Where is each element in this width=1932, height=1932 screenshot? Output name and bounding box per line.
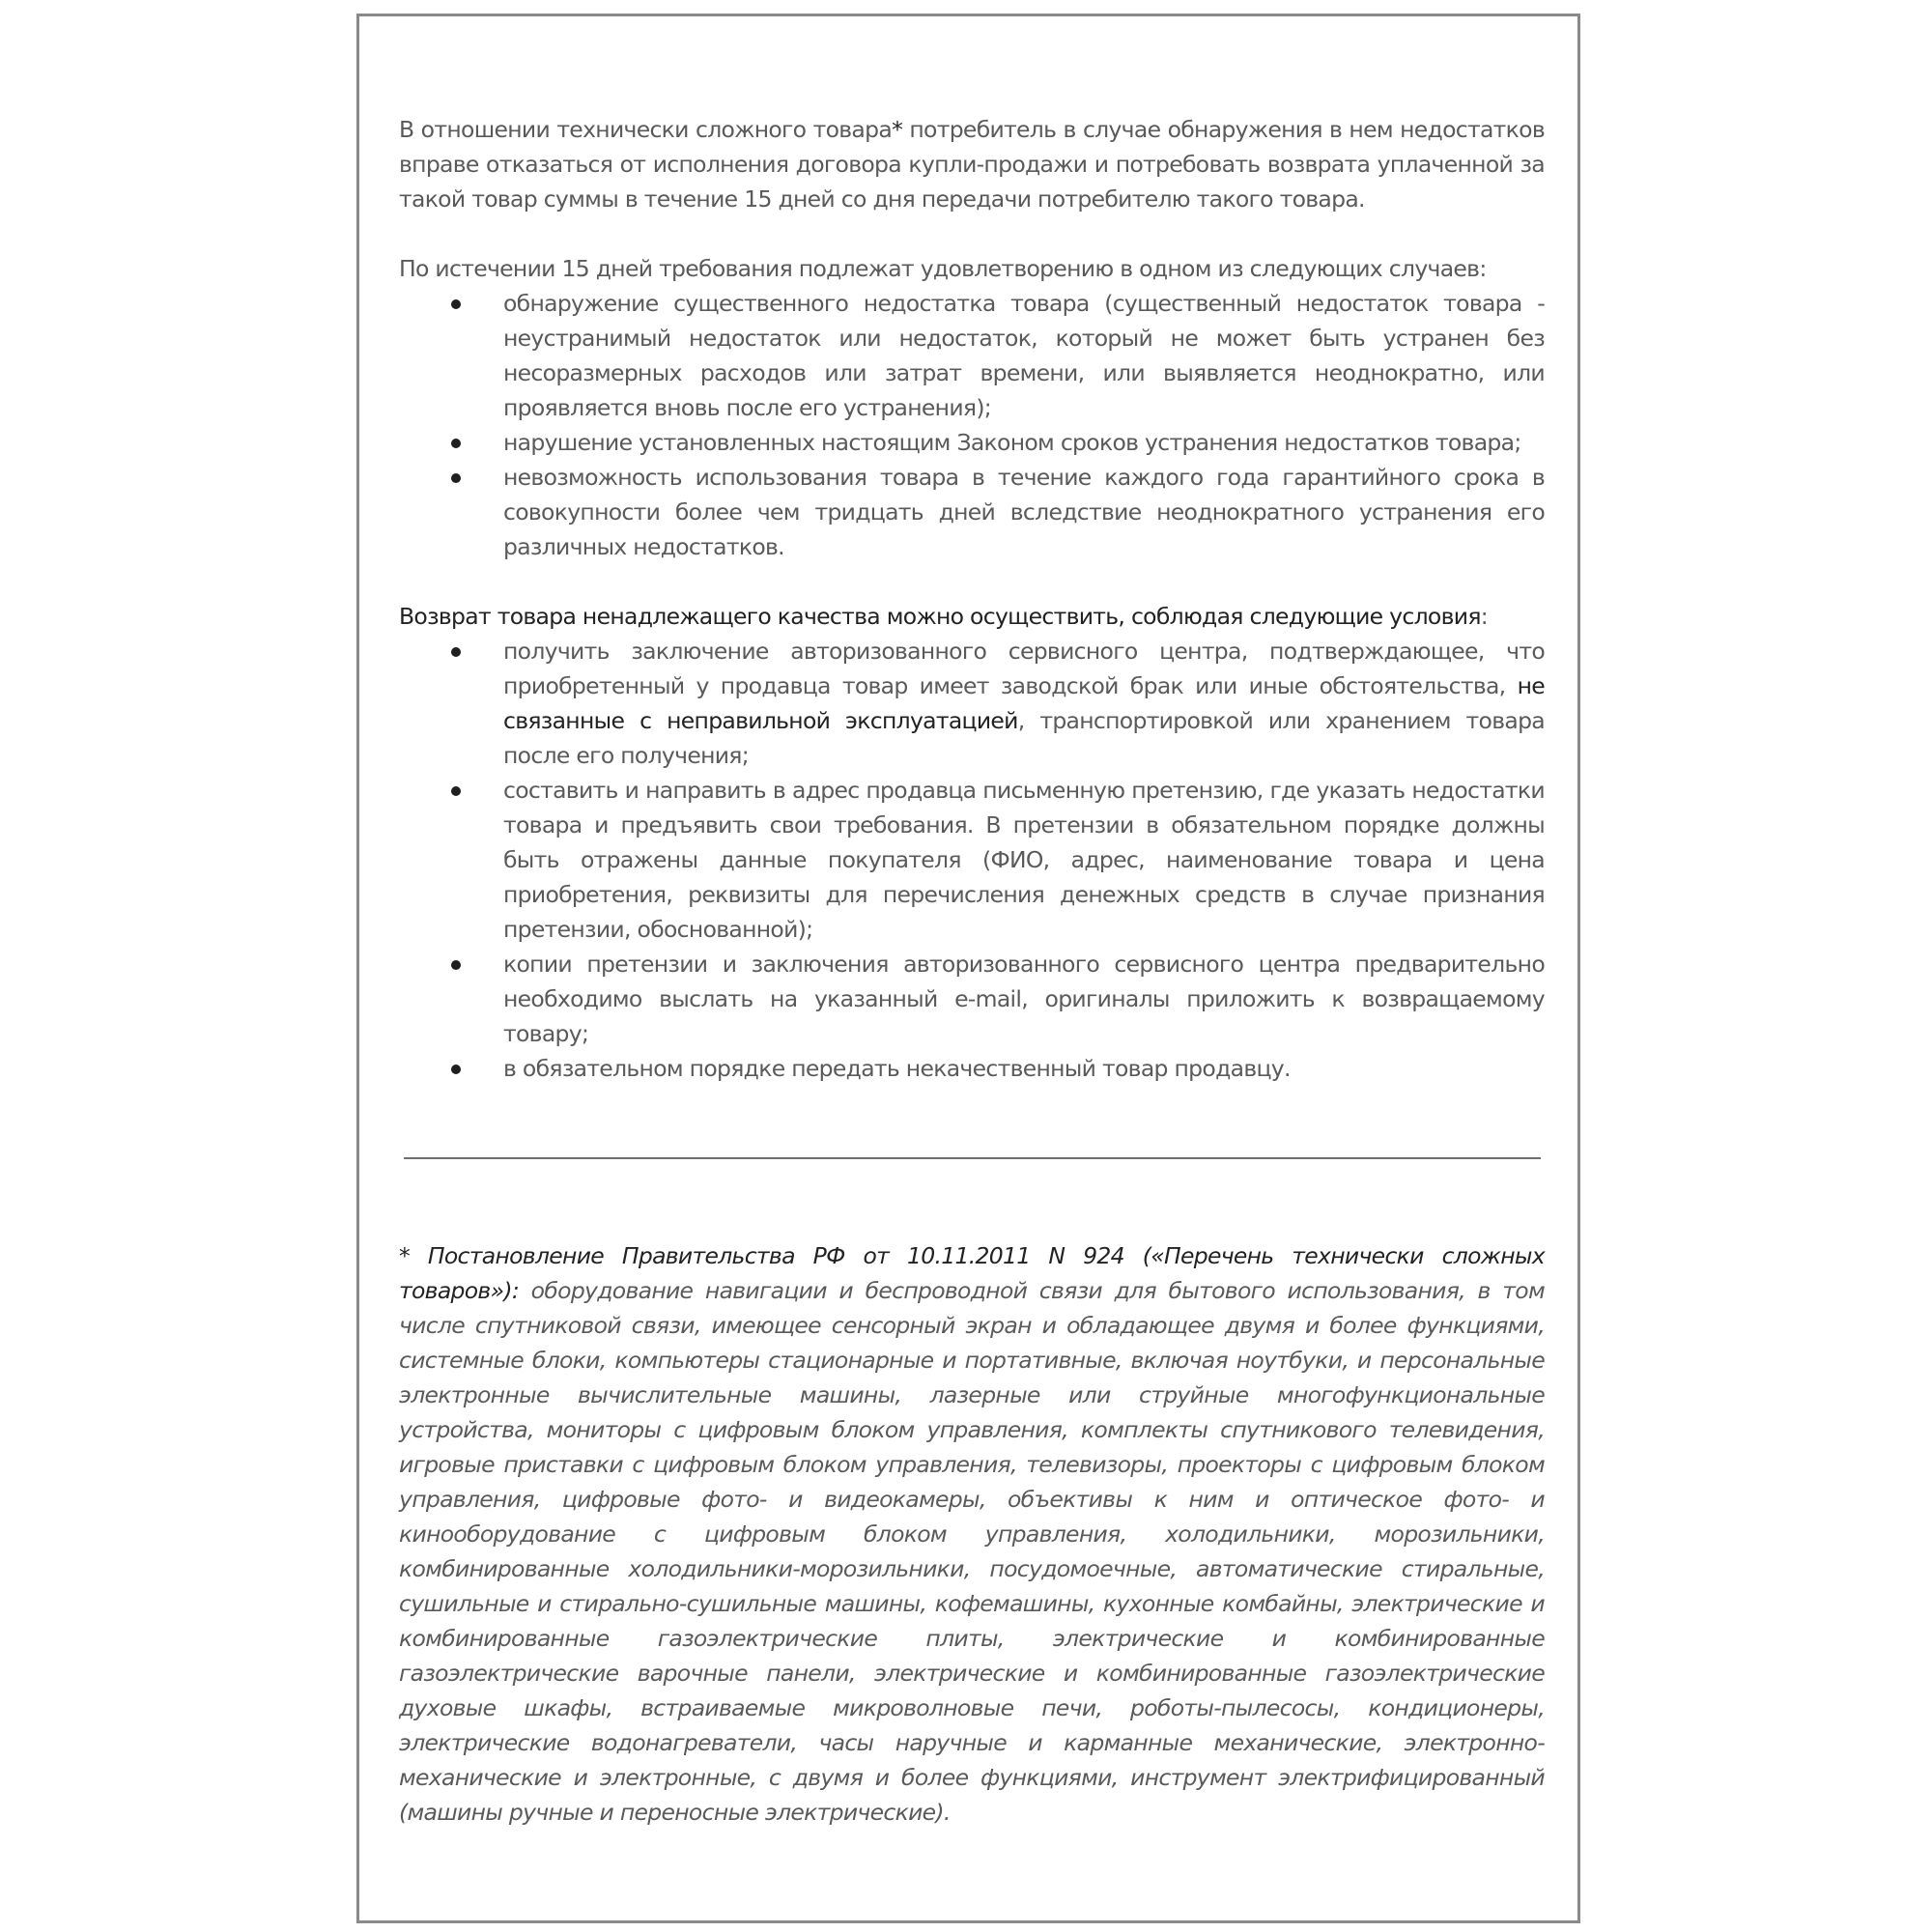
- cases-list: [399, 286, 1545, 564]
- list-item: [399, 947, 1545, 1051]
- list-item-text-start: получить заключение авторизованного сервисного центра, подтверждающее, что приобретенный у продавца товар имеет заводской брак или иные обстоятельства,: [503, 638, 1545, 699]
- bullet-icon: [451, 786, 461, 796]
- list-item: [399, 634, 1545, 773]
- bullet-icon: [451, 1065, 461, 1074]
- paragraph-gap: [399, 564, 1545, 599]
- intro-text-start: В отношении технически сложного товара: [399, 116, 893, 143]
- intro-text-end: потребитель в случае обнаружения в нем недостатков вправе отказаться от исполнения договора купли-продажи и потребовать возврата уплаченной за такой товар суммы в течение 15 дней со дня передачи потребителю такого товара.: [399, 116, 1545, 213]
- list-item: [399, 425, 1545, 460]
- bullet-icon: [451, 647, 461, 657]
- footnote: [399, 1238, 1545, 1830]
- bullet-icon: [451, 960, 461, 970]
- footnote-divider: [404, 1157, 1541, 1159]
- list-item-text-end: , транспортировкой или хранением товара после его получения;: [503, 707, 1545, 769]
- list-item-text: составить и направить в адрес продавца письменную претензию, где указать недостатки товара и предъявить свои требования. В претензии в обязательном порядке должны быть отражены данные покупателя (ФИО, адрес, наименование товара и цена приобретения, реквизиты для перечисления денежных средств в случае признания претензии, обоснованной);: [503, 777, 1545, 943]
- bullet-icon: [451, 299, 461, 309]
- document-page: [356, 14, 1580, 1923]
- list-item: [399, 460, 1545, 564]
- intro-paragraph: [399, 112, 1545, 216]
- footnote-marker: *: [892, 116, 903, 143]
- list-item-text: обнаружение существенного недостатка товара (существенный недостаток товара - неустранимый недостаток или недостаток, который не может быть устранен без несоразмерных расходов или затрат времени, или выявляется неоднократно, или проявляется вновь после его устранения);: [503, 290, 1545, 421]
- paragraph-gap: [399, 216, 1545, 251]
- return-heading-colon: :: [1480, 603, 1488, 630]
- list-item-text: нарушение установленных настоящим Законом сроков устранения недостатков товара;: [503, 429, 1521, 456]
- footnote-body: оборудование навигации и беспроводной связи для бытового использования, в том числе спутниковой связи, имеющее сенсорный экран и обладающее двумя и более функциями, системные блоки, компьютеры стационарные и портативные, включая ноутбуки, и персональные электронные вычислительные машины, лазерные или струйные многофункциональные устройства, мониторы с цифровым блоком управления, комплекты спутникового телевидения, игровые приставки с цифровым блоком управления, телевизоры, проекторы с цифровым блоком управления, цифровые фото- и видеокамеры, объективы к ним и оптическое фото- и кинооборудование с цифровым блоком управления, холодильники, морозильники, комбинированные холодильники-морозильники, посудомоечные, автоматические стиральные, сушильные и стирально-сушильные машины, кофемашины, кухонные комбайны, электрические и комбинированные газоэлектрические плиты, электрические и комбинированные газоэлектрические варочные панели, электрические и комбинированные газоэлектрические духовые шкафы, встраиваемые микроволновые печи, роботы-пылесосы, кондиционеры, электрические водонагреватели, часы наручные и карманные механические, электронно-механические и электронные, с двумя и более функциями, инструмент электрифицированный (машины ручные и переносные электрические).: [399, 1277, 1545, 1826]
- list-item: [399, 773, 1545, 947]
- return-heading: [399, 599, 1545, 634]
- footnote-heading: * Постановление Правительства РФ от 10.11.2011 N 924 («Перечень технически сложных товаров»):: [399, 1242, 1545, 1304]
- document-body: [399, 112, 1545, 1086]
- list-item-text: в обязательном порядке передать некачественный товар продавцу.: [503, 1055, 1291, 1082]
- list-item-text-emphasis: не связанные с неправильной эксплуатацией: [503, 672, 1545, 734]
- return-conditions-list: [399, 634, 1545, 1086]
- list-item: [399, 286, 1545, 425]
- return-heading-text: Возврат товара ненадлежащего качества можно осуществить, соблюдая следующие условия: [399, 603, 1481, 630]
- list-item-text: копии претензии и заключения авторизованного сервисного центра предварительно необходимо выслать на указанный e-mail, оригиналы приложить к возвращаемому товару;: [503, 951, 1545, 1047]
- cases-lead-paragraph: По истечении 15 дней требования подлежат удовлетворению в одном из следующих случаев:: [399, 255, 1487, 282]
- bullet-icon: [451, 439, 461, 448]
- list-item-text: невозможность использования товара в течение каждого года гарантийного срока в совокупности более чем тридцать дней вследствие неоднократного устранения его различных недостатков.: [503, 464, 1545, 560]
- list-item: [399, 1051, 1545, 1086]
- bullet-icon: [451, 473, 461, 483]
